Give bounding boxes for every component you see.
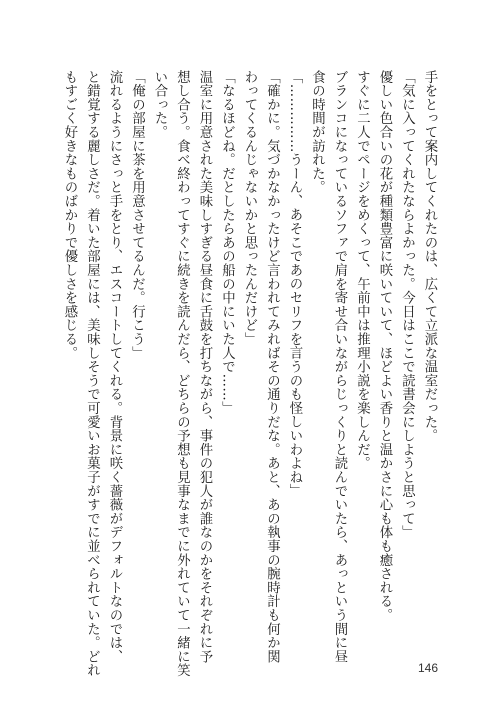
text-line: 食の時間が訪れた。	[309, 70, 325, 195]
text-line: 流れるようにさっと手をとり、エスコートしてくれる。背景に咲く薔薇がデフォルトなのでは、	[107, 70, 122, 664]
text-line: すぐに二人でページをめくって、午前中は推理小説を楽しんだ。	[354, 70, 370, 471]
text-line: 優しい色合いの花が種類豊富に咲いていて、ほどよい香りと温かさに心も体も癒される。	[377, 70, 392, 622]
text-line: 「俺の部屋に茶を用意させてるんだ。行こう」	[129, 70, 145, 360]
text-line: 「……………うーん、あそこであのセリフを言うのも怪しいわよね」	[287, 70, 302, 498]
text-line: わってくるんじゃないかと思ったんだけど」	[242, 70, 257, 346]
text-line: 温室に用意された美味しすぎる昼食に舌鼓を打ちながら、事件の犯人が誰なのかをそれぞれに予	[197, 70, 212, 664]
page-number: 146	[418, 661, 439, 675]
text-line: 手をとって案内してくれたのは、広くて立派な温室だった。	[422, 70, 437, 443]
text-line: ブランコになっているソファで肩を寄せ合いながらじっくりと読んでいたら、あっという間に昼	[332, 70, 347, 664]
text-line: 想し合う。食べ終わってすぐに続きを読んだら、どちらの予想も見事なまでに外れていて一緒に笑	[174, 70, 190, 678]
text-line: 「気に入ってくれたならよかった。今日はここで読書会にしようと思って」	[399, 70, 415, 540]
text-line: 「なるほどね。だとしたらあの船の中にいた人で……」	[219, 70, 235, 415]
text-line: と錯覚する麗しさだ。着いた部屋には、美味しそうで可愛いお菓子がすでに並べられていた。どれ	[84, 70, 100, 678]
text-line: 「確かに。気づかなかったけど言われてみればその通りだな。あと、あの執事の腕時計も何か関	[264, 70, 280, 664]
text-line: もすごく好きなものばかりで優しさを感じる。	[62, 70, 77, 360]
text-line: い合った。	[152, 70, 167, 139]
